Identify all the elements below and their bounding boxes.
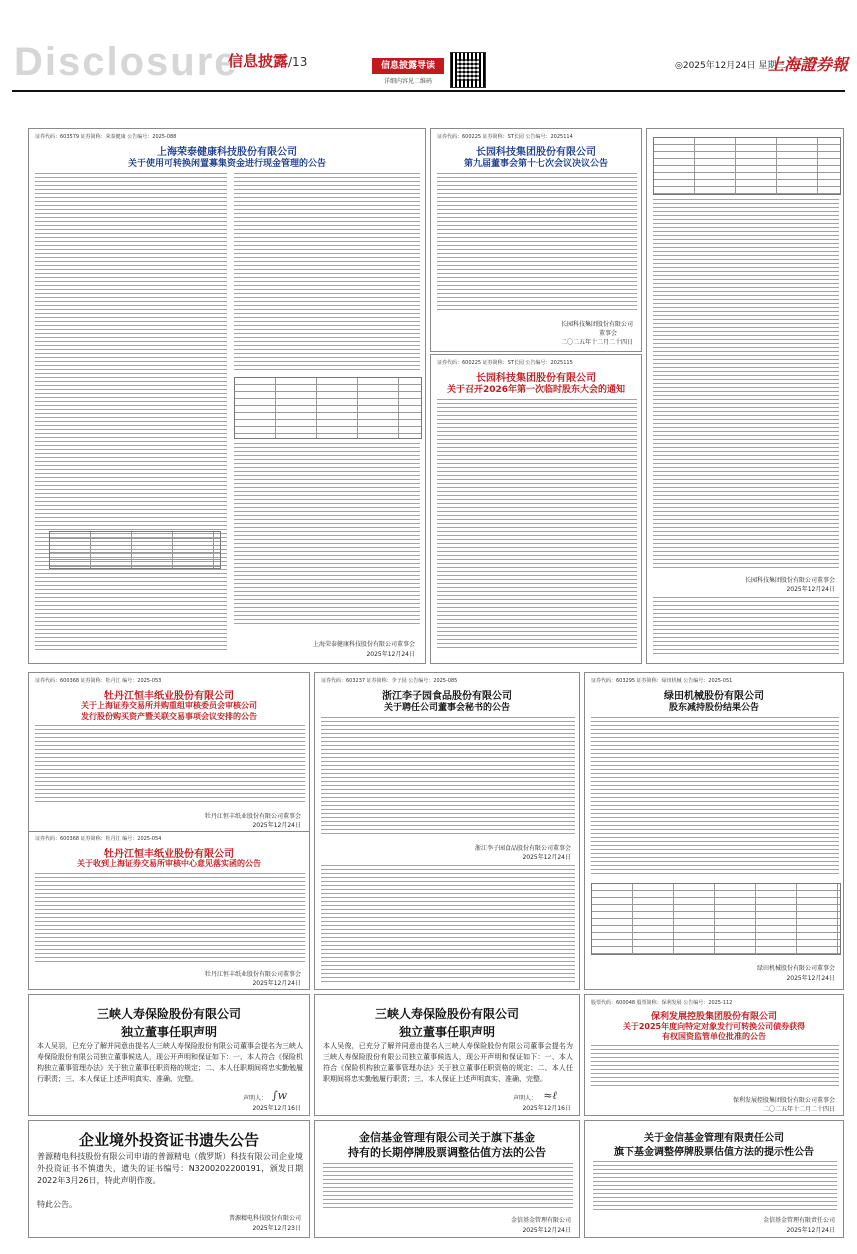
brand-word: Disclosure	[14, 40, 239, 84]
signer-label: 声明人：	[512, 1095, 537, 1102]
announcement-poly	[584, 994, 844, 1116]
announcement-title-line2: 发行股份购买资产暨关联交易事项会议安排的公告	[81, 712, 257, 721]
signature-company: 上海荣泰健康科技股份有限公司董事会	[312, 641, 415, 648]
stock-code-line: 证券代码：603295 证券简称：绿田机械 公告编号：2025-051	[591, 678, 733, 684]
stock-code-line: 股票代码：600048 股票简称：保利发展 公告编号：2025-112	[591, 1000, 733, 1006]
page-number: /13	[288, 55, 308, 69]
body-text-right-lower	[234, 443, 420, 627]
announcement-company: 上海荣泰健康科技股份有限公司	[157, 147, 297, 158]
signature-date: 2025年12月24日	[366, 651, 415, 658]
statement-sanxia-2	[314, 994, 580, 1116]
qr-code-icon[interactable]	[450, 52, 486, 88]
announcement-rongtai	[28, 128, 426, 664]
signature-date: 2025年12月24日	[252, 822, 301, 829]
stock-code-line: 证券代码：603237 证券简称：李子园 公告编号：2025-085	[321, 678, 458, 684]
announcement-title-2: 关于收到上海证券交易所审核中心意见落实函的公告	[77, 859, 261, 868]
masthead	[0, 0, 857, 100]
newspaper-logo: 上海證券報	[768, 55, 849, 74]
proxy-form-text	[653, 597, 839, 657]
handwritten-signature: ≈ℓ	[543, 1089, 557, 1102]
announcement-changyuan-egm	[430, 354, 642, 664]
statement-body: 本人吴羽，已充分了解并同意由提名人三峡人寿保险股份有限公司董事会提名为三峡人寿保险股份有限公司独立董事候选人，现公开声明和保证如下：一、本人符合《保险机构独立董事管理办法》关于独立董事任职资格的规定；二、本人任职期间将忠实勤勉履行职责；三、本人保证上述声明真实、准确、完整。	[37, 1042, 303, 1083]
signature-date: 2025年12月24日	[786, 975, 835, 982]
signature-company: 金信基金管理有限公司	[510, 1217, 571, 1224]
signature-date: 2025年12月24日	[522, 1227, 571, 1234]
body-text	[653, 199, 839, 569]
signature-company: 牡丹江恒丰纸业股份有限公司董事会	[204, 813, 301, 820]
handwritten-signature: ∫w	[271, 1089, 287, 1102]
statement-company: 三峡人寿保险股份有限公司	[374, 1007, 519, 1021]
announcement-title: 第九届董事会第十七次会议决议公告	[463, 159, 608, 169]
issue-date: ◎2025年12月24日 星期三	[675, 61, 786, 71]
signature-company: 金信基金管理有限责任公司	[762, 1217, 835, 1224]
body-text	[593, 1161, 837, 1211]
statement-date: 2025年12月16日	[252, 1105, 301, 1112]
body-text	[591, 1045, 839, 1089]
announcement-company: 保利发展控股集团股份有限公司	[650, 1012, 777, 1022]
announcement-mudanjiang	[28, 672, 310, 990]
announcement-title: 股东减持股份结果公告	[668, 703, 759, 713]
notice-title: 企业境外投资证书遗失公告	[78, 1131, 259, 1149]
body-text-right	[234, 173, 420, 373]
announcement-title: 关于召开2026年第一次临时股东大会的通知	[446, 385, 626, 395]
notice-certificate-lost	[28, 1120, 310, 1238]
signature-date: 二〇二五年十二月二十四日	[560, 339, 633, 346]
announcement-title: 关于2025年度向特定对象发行可转换公司债券获得	[622, 1022, 806, 1031]
notice-jinxin-1	[314, 1120, 580, 1238]
signature-company: 长园科技集团股份有限公司	[560, 321, 633, 328]
signature-company: 保利发展控股集团股份有限公司董事会	[732, 1097, 835, 1104]
product-table	[234, 377, 422, 439]
announcement-company: 绿田机械股份有限公司	[664, 691, 764, 702]
notice-jinxin-2	[584, 1120, 844, 1238]
announcement-changyuan-cont	[646, 128, 844, 664]
notice-end: 特此公告。	[37, 1200, 77, 1209]
announcement-changyuan-board	[430, 128, 642, 352]
stock-code-line: 证券代码：600225 证券简称：ST长园 公告编号：2025114	[437, 134, 573, 140]
body-text	[437, 173, 637, 313]
stock-code-line: 证券代码：603579 证券简称：荣泰健康 公告编号：2025-088	[35, 134, 177, 140]
section-title	[228, 50, 307, 71]
notice-body: 普源精电科技股份有限公司申请的普源精电（俄罗斯）科技有限公司企业境外投资证书不慎遗失，遗失的证书编号：N3200202200191，颁发日期2022年3月26日，特此声明作废。	[37, 1152, 303, 1185]
signature-company: 普源精电科技股份有限公司	[228, 1215, 301, 1222]
signature-date: 2025年12月24日	[786, 1227, 835, 1234]
notice-title: 金信基金管理有限公司关于旗下基金	[359, 1131, 535, 1144]
announcement-liziyuan	[314, 672, 580, 990]
announcement-lutian	[584, 672, 844, 990]
signature-date: 2025年12月24日	[786, 586, 835, 593]
body-text-2	[35, 873, 305, 965]
reduction-table	[591, 883, 841, 955]
statement-date: 2025年12月16日	[522, 1105, 571, 1112]
stock-code-line-2: 证券代码：600368 证券简称：牡丹江 编号：2025-054	[35, 836, 162, 842]
body-text	[437, 399, 637, 649]
announcement-company-2: 牡丹江恒丰纸业股份有限公司	[104, 849, 234, 860]
body-text	[323, 1163, 573, 1211]
statement-body: 本人吴俊，已充分了解并同意由提名人三峡人寿保险股份有限公司董事会提名为三峡人寿保险股份有限公司独立董事候选人，现公开声明和保证如下：一、本人符合《保险机构独立董事管理办法》关于独立董事任职资格的规定；二、本人任职期间将忠实勤勉履行职责；三、本人保证上述声明真实、准确、完整。	[323, 1042, 573, 1083]
signature-board: 董事会	[598, 330, 617, 337]
signature-date: 二〇二五年十二月二十四日	[762, 1106, 835, 1113]
body-text-left	[35, 173, 227, 653]
masthead-rule	[12, 90, 845, 92]
notice-title-line2: 旗下基金调整停牌股票估值方法的提示性公告	[614, 1147, 814, 1158]
signature-date: 2025年12月24日	[522, 854, 571, 861]
summary-table	[49, 531, 221, 569]
announcement-company: 牡丹江恒丰纸业股份有限公司	[104, 691, 234, 702]
guide-sub-label: 详细内容见二维码	[383, 78, 432, 85]
announcement-company: 长园科技集团股份有限公司	[476, 147, 596, 158]
signature-company: 绿田机械股份有限公司董事会	[756, 965, 835, 972]
signature-company-2: 牡丹江恒丰纸业股份有限公司董事会	[204, 971, 301, 978]
body-text	[321, 717, 575, 837]
guide-label: 信息披露导读	[372, 58, 444, 74]
divider	[29, 831, 309, 832]
signature-date: 2025年12月23日	[252, 1225, 301, 1232]
announcement-title: 关于使用可转换闲置募集资金进行现金管理的公告	[127, 159, 326, 169]
statement-title: 独立董事任职声明	[398, 1025, 495, 1039]
statement-company: 三峡人寿保险股份有限公司	[96, 1007, 241, 1021]
signature-company: 浙江李子园食品股份有限公司董事会	[474, 845, 571, 852]
signature-date-2: 2025年12月24日	[252, 980, 301, 987]
notice-title-line2: 持有的长期停牌股票调整估值方法的公告	[348, 1146, 546, 1159]
signer-label: 声明人：	[242, 1095, 267, 1102]
announcement-title: 关于上海证券交易所并购重组审核委员会审核公司	[81, 701, 257, 710]
body-text	[591, 717, 839, 877]
stock-code-line: 证券代码：600225 证券简称：ST长园 公告编号：2025115	[437, 360, 573, 366]
voting-table	[653, 137, 841, 195]
body-text	[35, 725, 305, 805]
signature-company: 长园科技集团股份有限公司董事会	[744, 577, 835, 584]
announcement-company: 浙江李子园食品股份有限公司	[382, 691, 512, 702]
announcement-title: 关于聘任公司董事会秘书的公告	[383, 703, 510, 713]
section-name: 信息披露	[228, 52, 289, 70]
resume-text	[321, 865, 575, 983]
statement-sanxia-1	[28, 994, 310, 1116]
statement-title: 独立董事任职声明	[120, 1025, 217, 1039]
announcement-title-line2: 有权国资监管单位批准的公告	[662, 1032, 766, 1041]
notice-title: 关于金信基金管理有限责任公司	[644, 1133, 784, 1144]
stock-code-line: 证券代码：600368 证券简称：牡丹江 编号：2025-053	[35, 678, 162, 684]
announcement-company: 长园科技集团股份有限公司	[476, 373, 596, 384]
